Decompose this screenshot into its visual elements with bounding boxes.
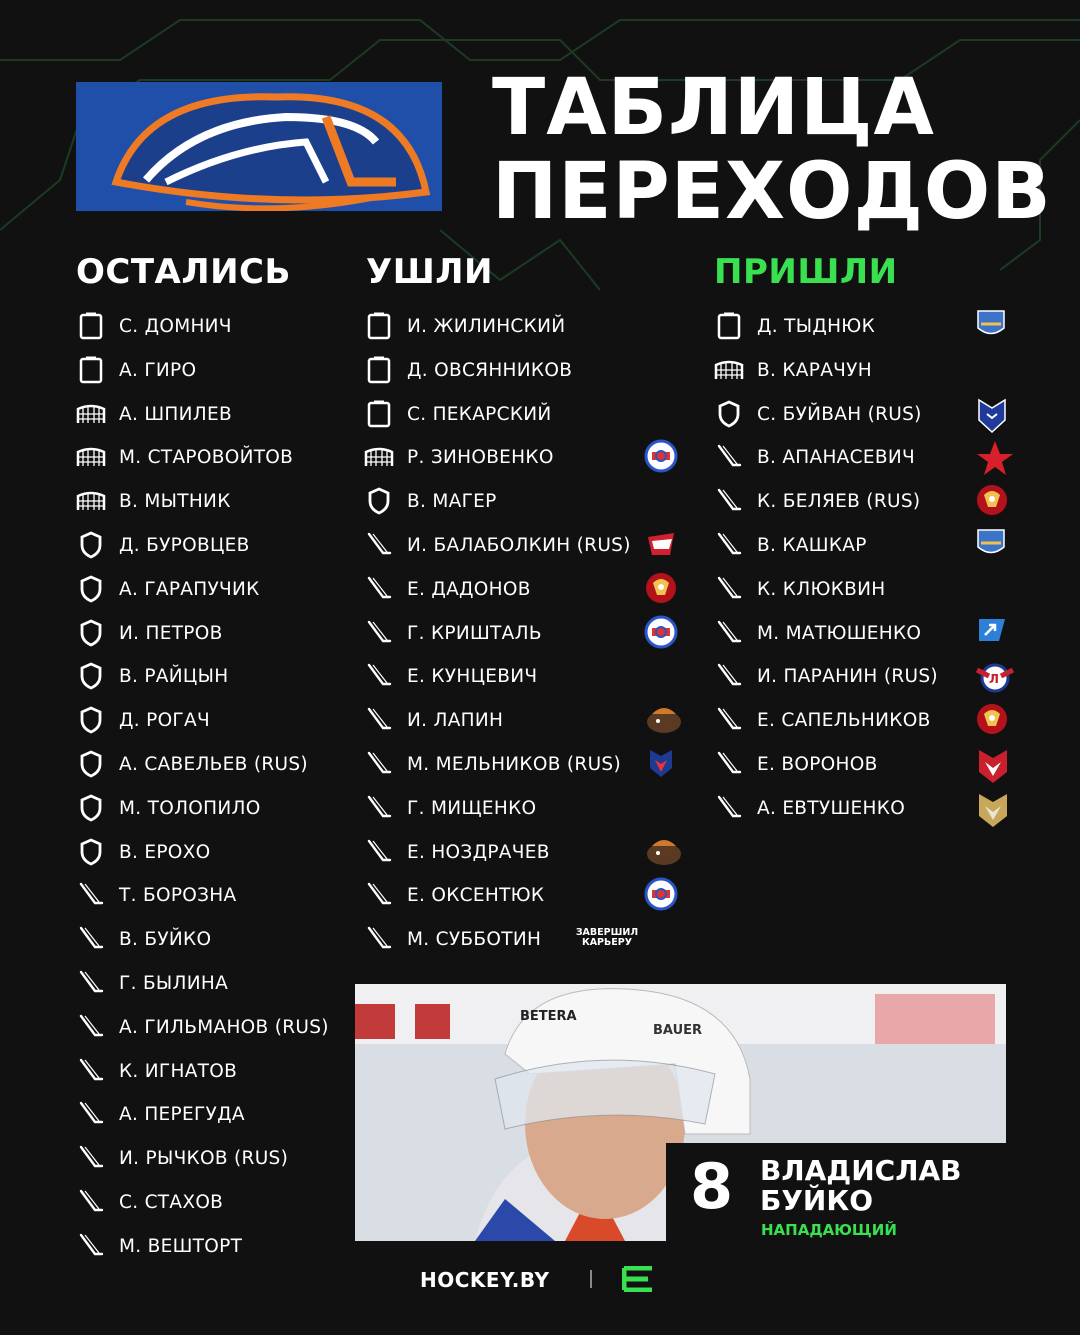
player-name: И. РЫЧКОВ (RUS) bbox=[119, 1147, 289, 1169]
shield-icon bbox=[76, 749, 106, 779]
player-row-came bbox=[714, 481, 920, 521]
goalie-icon bbox=[364, 355, 394, 385]
player-row-stayed bbox=[76, 394, 232, 434]
e-brand-logo bbox=[622, 1266, 654, 1292]
player-name: Е. ДАДОНОВ bbox=[407, 578, 531, 600]
stick-icon bbox=[714, 705, 744, 735]
player-row-left bbox=[364, 613, 542, 653]
player-position: НАПАДАЮЩИЙ bbox=[761, 1221, 897, 1239]
player-name: С. ДОМНИЧ bbox=[119, 315, 232, 337]
stick-icon bbox=[364, 837, 394, 867]
player-row-left bbox=[364, 569, 531, 609]
player-row-came bbox=[714, 656, 938, 696]
player-name: К. ИГНАТОВ bbox=[119, 1060, 238, 1082]
wolf-club-logo bbox=[644, 746, 678, 780]
player-name: В. РАЙЦЫН bbox=[119, 665, 229, 687]
eagle-club-logo bbox=[975, 702, 1009, 736]
shield-icon bbox=[76, 530, 106, 560]
shield-icon bbox=[76, 661, 106, 691]
shield-icon bbox=[76, 574, 106, 604]
player-name: В. АПАНАСЕВИЧ bbox=[757, 446, 915, 468]
player-name: А. САВЕЛЬЕВ (RUS) bbox=[119, 753, 308, 775]
player-row-stayed bbox=[76, 1226, 242, 1266]
stick-icon bbox=[364, 705, 394, 735]
goal-net-icon bbox=[364, 442, 394, 472]
player-row-came bbox=[714, 306, 875, 346]
stick-icon bbox=[364, 661, 394, 691]
player-name: А. ГИЛЬМАНОВ (RUS) bbox=[119, 1016, 329, 1038]
player-name: Д. БУРОВЦЕВ bbox=[119, 534, 250, 556]
player-name: Е. ВОРОНОВ bbox=[757, 753, 878, 775]
goalie-icon bbox=[76, 311, 106, 341]
stick-icon bbox=[714, 749, 744, 779]
player-row-came bbox=[714, 525, 867, 565]
player-row-came bbox=[714, 350, 872, 390]
player-name: Е. НОЗДРАЧЕВ bbox=[407, 841, 550, 863]
stick-icon bbox=[364, 530, 394, 560]
player-name: К. КЛЮКВИН bbox=[757, 578, 886, 600]
player-row-left bbox=[364, 788, 536, 828]
player-row-stayed bbox=[76, 656, 228, 696]
player-name: Г. МИЩЕНКО bbox=[407, 797, 537, 819]
player-row-stayed bbox=[76, 875, 236, 915]
player-row-left bbox=[364, 656, 537, 696]
player-row-left bbox=[364, 919, 541, 959]
player-name: А. ЕВТУШЕНКО bbox=[757, 797, 906, 819]
player-row-stayed bbox=[76, 788, 261, 828]
player-name: Е. САПЕЛЬНИКОВ bbox=[757, 709, 931, 731]
player-name: Г. КРИШТАЛЬ bbox=[407, 622, 542, 644]
stick-icon bbox=[76, 1187, 106, 1217]
player-name: В. МАГЕР bbox=[407, 490, 497, 512]
stick-icon bbox=[364, 749, 394, 779]
eagle-club-logo bbox=[644, 571, 678, 605]
player-row-stayed bbox=[76, 525, 250, 565]
player-row-stayed bbox=[76, 481, 231, 521]
dinamo-minsk-logo bbox=[644, 439, 678, 473]
player-name: А. ШПИЛЕВ bbox=[119, 403, 232, 425]
player-name: Д. РОГАЧ bbox=[119, 709, 210, 731]
blue-arrow-logo bbox=[975, 615, 1009, 649]
stick-icon bbox=[364, 880, 394, 910]
goal-net-icon bbox=[76, 486, 106, 516]
player-row-left bbox=[364, 875, 544, 915]
helmet-brand-text: BAUER bbox=[653, 1023, 703, 1038]
player-name: М. МАТЮШЕНКО bbox=[757, 622, 922, 644]
red-white-club-logo bbox=[644, 527, 678, 561]
player-name: И. ЖИЛИНСКИЙ bbox=[407, 315, 566, 337]
player-row-left bbox=[364, 394, 552, 434]
player-last-name: БУЙКО bbox=[760, 1184, 874, 1217]
red-star-logo bbox=[975, 439, 1009, 473]
player-name: И. БАЛАБОЛКИН (RUS) bbox=[407, 534, 631, 556]
player-name: А. ГАРАПУЧИК bbox=[119, 578, 260, 600]
stick-icon bbox=[76, 1099, 106, 1129]
goalie-icon bbox=[714, 311, 744, 341]
footer-separator bbox=[590, 1270, 592, 1288]
stick-icon bbox=[714, 574, 744, 604]
shield-icon bbox=[714, 399, 744, 429]
player-row-stayed bbox=[76, 569, 260, 609]
eagle-club-logo bbox=[975, 483, 1009, 517]
player-row-stayed bbox=[76, 613, 223, 653]
stick-icon bbox=[714, 442, 744, 472]
bison-club-logo bbox=[644, 834, 678, 868]
player-row-left bbox=[364, 350, 572, 390]
player-row-left bbox=[364, 437, 554, 477]
player-name: Е. ОКСЕНТЮК bbox=[407, 884, 545, 906]
stick-icon bbox=[364, 793, 394, 823]
player-row-stayed bbox=[76, 1138, 288, 1178]
title-line-1: ТАБЛИЦА bbox=[492, 63, 935, 153]
player-name: И. ЛАПИН bbox=[407, 709, 504, 731]
player-name: Г. БЫЛИНА bbox=[119, 972, 229, 994]
visor-brand-text: BETERA bbox=[520, 1009, 577, 1024]
player-row-stayed bbox=[76, 963, 228, 1003]
stick-icon bbox=[364, 618, 394, 648]
title-line-2: ПЕРЕХОДОВ bbox=[492, 147, 1052, 237]
shield-icon bbox=[76, 705, 106, 735]
player-name: Т. БОРОЗНА bbox=[119, 884, 237, 906]
player-first-name: ВЛАДИСЛАВ bbox=[760, 1154, 962, 1187]
goal-net-icon bbox=[714, 355, 744, 385]
stick-icon bbox=[364, 574, 394, 604]
player-name: В. БУЙКО bbox=[119, 928, 212, 950]
player-row-left bbox=[364, 832, 550, 872]
gold-wolf-logo bbox=[975, 790, 1009, 824]
player-name: С. ПЕКАРСКИЙ bbox=[407, 403, 552, 425]
player-name: В. МЫТНИК bbox=[119, 490, 231, 512]
player-name: И. ПАРАНИН (RUS) bbox=[757, 665, 938, 687]
column-title-stayed: ОСТАЛИСЬ bbox=[76, 252, 291, 292]
stick-icon bbox=[714, 618, 744, 648]
player-name: В. КАРАЧУН bbox=[757, 359, 872, 381]
player-row-came bbox=[714, 788, 905, 828]
player-name: В. ЕРОХО bbox=[119, 841, 211, 863]
stick-icon bbox=[76, 1012, 106, 1042]
city-crest-logo bbox=[975, 308, 1009, 342]
stick-icon bbox=[76, 1143, 106, 1173]
stick-icon bbox=[76, 1056, 106, 1086]
player-name: С. БУЙВАН (RUS) bbox=[757, 403, 922, 425]
player-row-stayed bbox=[76, 700, 210, 740]
player-row-stayed bbox=[76, 832, 211, 872]
goalie-icon bbox=[76, 355, 106, 385]
player-name: М. МЕЛЬНИКОВ (RUS) bbox=[407, 753, 621, 775]
stick-icon bbox=[714, 661, 744, 691]
shield-icon bbox=[76, 793, 106, 823]
page-title bbox=[492, 63, 1052, 237]
player-name: М. СТАРОВОЙТОВ bbox=[119, 446, 294, 468]
player-row-stayed bbox=[76, 1051, 237, 1091]
player-name: К. БЕЛЯЕВ (RUS) bbox=[757, 490, 921, 512]
winged-club-logo bbox=[975, 658, 1009, 692]
career-ended-note: ЗАВЕРШИЛ КАРЬЕРУ bbox=[575, 927, 639, 948]
player-name bbox=[760, 1156, 961, 1216]
goal-net-icon bbox=[76, 399, 106, 429]
player-name: А. ГИРО bbox=[119, 359, 197, 381]
player-name: Д. ОВСЯННИКОВ bbox=[407, 359, 573, 381]
player-name: М. ВЕШТОРТ bbox=[119, 1235, 243, 1257]
stick-icon bbox=[76, 1231, 106, 1261]
bison-club-logo bbox=[644, 702, 678, 736]
goal-net-icon bbox=[76, 442, 106, 472]
player-name: М. ТОЛОПИЛО bbox=[119, 797, 261, 819]
column-title-came: ПРИШЛИ bbox=[714, 252, 898, 292]
stick-icon bbox=[364, 924, 394, 954]
player-name: В. КАШКАР bbox=[757, 534, 867, 556]
stick-icon bbox=[714, 793, 744, 823]
player-name: Е. КУНЦЕВИЧ bbox=[407, 665, 538, 687]
stick-icon bbox=[76, 924, 106, 954]
player-row-stayed bbox=[76, 1094, 245, 1134]
player-row-stayed bbox=[76, 437, 293, 477]
player-row-left bbox=[364, 525, 631, 565]
player-row-came bbox=[714, 394, 922, 434]
player-row-left bbox=[364, 481, 497, 521]
player-name: А. ПЕРЕГУДА bbox=[119, 1103, 245, 1125]
stick-icon bbox=[714, 530, 744, 560]
stick-icon bbox=[76, 968, 106, 998]
goalie-icon bbox=[364, 311, 394, 341]
player-row-came bbox=[714, 437, 915, 477]
blue-wolf-logo bbox=[975, 396, 1009, 430]
dinamo-minsk-logo bbox=[644, 877, 678, 911]
goalie-icon bbox=[364, 399, 394, 429]
city-crest-logo bbox=[975, 527, 1009, 561]
player-row-stayed bbox=[76, 919, 211, 959]
player-row-left bbox=[364, 700, 503, 740]
player-row-stayed bbox=[76, 744, 308, 784]
shield-icon bbox=[364, 486, 394, 516]
club-logo bbox=[76, 82, 442, 211]
stick-icon bbox=[714, 486, 744, 516]
player-row-came bbox=[714, 744, 878, 784]
stick-icon bbox=[76, 880, 106, 910]
player-name: Д. ТЫДНЮК bbox=[757, 315, 876, 337]
player-row-stayed bbox=[76, 1007, 329, 1047]
player-number: 8 bbox=[690, 1150, 734, 1223]
player-row-left bbox=[364, 744, 621, 784]
player-row-came bbox=[714, 569, 886, 609]
player-row-stayed bbox=[76, 306, 232, 346]
svg-text:Л: Л bbox=[989, 672, 999, 686]
player-name: Р. ЗИНОВЕНКО bbox=[407, 446, 554, 468]
player-row-came bbox=[714, 700, 931, 740]
column-title-left: УШЛИ bbox=[366, 252, 493, 292]
player-row-stayed bbox=[76, 1182, 223, 1222]
dinamo-minsk-logo bbox=[644, 615, 678, 649]
red-wolf-logo bbox=[975, 746, 1009, 780]
player-row-came bbox=[714, 613, 921, 653]
player-name: С. СТАХОВ bbox=[119, 1191, 224, 1213]
player-row-stayed bbox=[76, 350, 196, 390]
shield-icon bbox=[76, 837, 106, 867]
player-name: М. СУББОТИН bbox=[407, 928, 542, 950]
shield-icon bbox=[76, 618, 106, 648]
footer-brand: HOCKEY.BY bbox=[420, 1268, 550, 1292]
player-row-left bbox=[364, 306, 565, 346]
player-name: И. ПЕТРОВ bbox=[119, 622, 223, 644]
